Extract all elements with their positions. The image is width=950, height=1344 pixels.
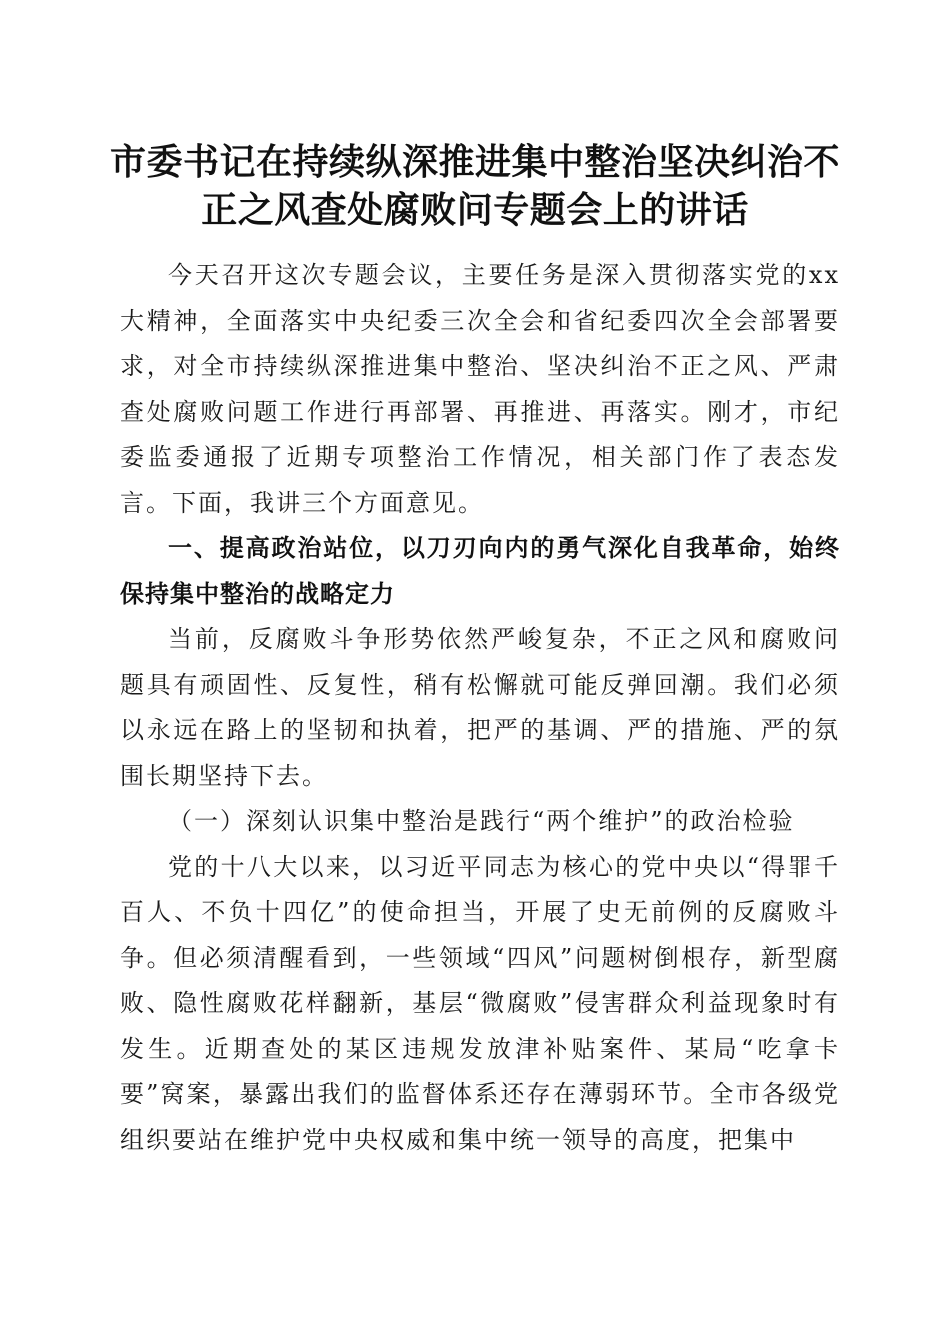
document-title: 市委书记在持续纵深推进集中整治坚决纠治不正之风查处腐败问专题会上的讲话 [110,141,841,231]
body-paragraph: 党的十八大以来，以习近平同志为核心的党中央以“得罪千百人、不负十四亿”的使命担当，开展了史无前例的反腐败斗争。但必须清醒看到，一些领域“四风”问题树倒根存，新型腐败、隐性腐败花样翻新，基层“微腐败”侵害群众利益现象时有发生。近期查处的某区违规发放津补贴案件、某局“吃拿卡要”窝案，暴露出我们的监督体系还存在薄弱环节。全市各级党组织要站在维护党中央权威和集中统一领导的高度，把集中 [120,852,840,1154]
body-paragraph: 当前，反腐败斗争形势依然严峻复杂，不正之风和腐败问题具有顽固性、反复性，稍有松懈就可能反弹回潮。我们必须以永远在路上的坚韧和执着，把严的基调、严的措施、严的氛围长期坚持下去。 [120,625,840,790]
document-body [120,253,840,1163]
subsection-heading-1: （一）深刻认识集中整治是践行“两个维护”的政治检验 [168,807,795,835]
section-heading-1: 一、提高政治站位，以刀刃向内的勇气深化自我革命，始终保持集中整治的战略定力 [120,534,840,608]
intro-paragraph: 今天召开这次专题会议，主要任务是深入贯彻落实党的xx大精神，全面落实中央纪委三次全会和省纪委四次全会部署要求，对全市持续纵深推进集中整治、坚决纠治不正之风、严肃查处腐败问题工作进行再部署、再推进、再落实。刚才，市纪委监委通报了近期专项整治工作情况，相关部门作了表态发言。下面，我讲三个方面意见。 [120,261,840,517]
